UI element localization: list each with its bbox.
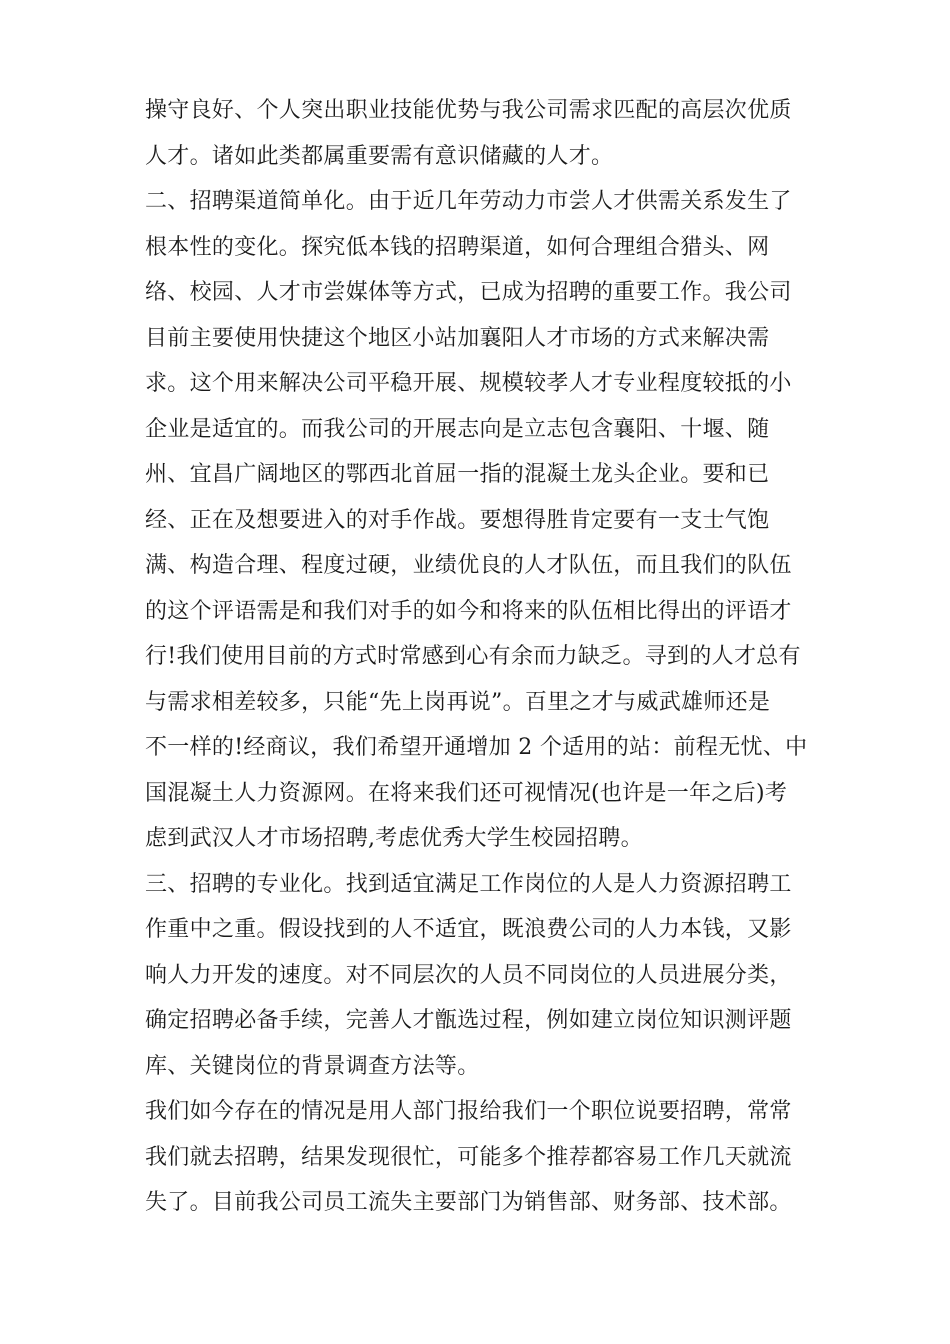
- text-line: 不一样的!经商议，我们希望开通增加 2 个适用的站：前程无忧、中: [145, 735, 808, 760]
- text-line: 国混凝土人力资源网。在将来我们还可视情况(也许是一年之后)考: [145, 780, 788, 806]
- text-line: 的这个评语需是和我们对手的如今和将来的队伍相比得出的评语才: [145, 598, 792, 624]
- text-line: 失了。目前我公司员工流失主要部门为销售部、财务部、技术部。: [145, 1190, 792, 1215]
- text-line: 我们如今存在的情况是用人部门报给我们一个职位说要招聘，常常: [145, 1099, 792, 1124]
- text-line: 与需求相差较多，只能“先上岗再说”。百里之才与威武雄师还是: [145, 689, 771, 715]
- text-line: 确定招聘必备手续，完善人才甑选过程，例如建立岗位知识测评题: [145, 1008, 792, 1033]
- text-line: 州、宜昌广阔地区的鄂西北首屈一指的混凝土龙头企业。要和已: [145, 462, 770, 487]
- text-line: 三、招聘的专业化。找到适宜满足工作岗位的人是人力资源招聘工: [145, 871, 792, 897]
- body-text: [145, 88, 815, 1226]
- text-line: 络、校园、人才市尝媒体等方式，已成为招聘的重要工作。我公司: [145, 280, 792, 305]
- text-line: 根本性的变化。探究低本钱的招聘渠道，如何合理组合猎头、网: [145, 234, 770, 260]
- text-line: 经、正在及想要进入的对手作战。要想得胜肯定要有一支士气饱: [145, 507, 770, 533]
- text-line: 求。这个用来解决公司平稳开展、规模较孝人才专业程度较抵的小: [145, 371, 792, 396]
- text-line: 满、构造合理、程度过硬，业绩优良的人才队伍，而且我们的队伍: [145, 553, 792, 578]
- text-line: 作重中之重。假设找到的人不适宜，既浪费公司的人力本钱，又影: [145, 917, 792, 942]
- text-line: 二、招聘渠道简单化。由于近几年劳动力市尝人才供需关系发生了: [145, 189, 792, 214]
- text-line: 目前主要使用快捷这个地区小站加襄阳人才市场的方式来解决需: [145, 325, 770, 351]
- text-line: 我们就去招聘，结果发现很忙，可能多个推荐都容易工作几天就流: [145, 1144, 792, 1170]
- text-line: 操守良好、个人突出职业技能优势与我公司需求匹配的高层次优质: [145, 98, 792, 123]
- text-line: 响人力开发的速度。对不同层次的人员不同岗位的人员进展分类，: [145, 962, 792, 988]
- text-line: 人才。诸如此类都属重要需有意识储藏的人才。: [145, 143, 614, 169]
- text-line: 虑到武汉人才市场招聘,考虑优秀大学生校园招聘。: [145, 826, 643, 851]
- text-line: 库、关键岗位的背景调查方法等。: [145, 1053, 480, 1079]
- text-line: 企业是适宜的。而我公司的开展志向是立志包含襄阳、十堰、随: [145, 416, 770, 442]
- text-line: 行!我们使用目前的方式时常感到心有余而力缺乏。寻到的人才总有: [145, 644, 801, 669]
